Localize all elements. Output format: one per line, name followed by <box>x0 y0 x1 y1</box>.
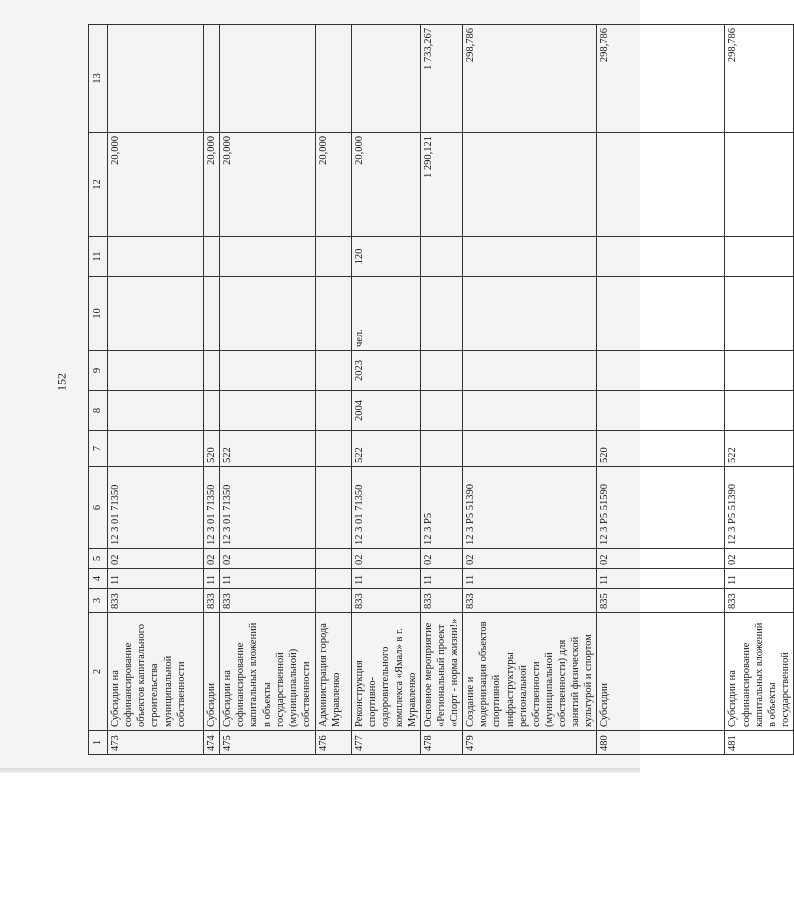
row-number-cell: 480 <box>597 731 725 755</box>
name-cell: Основное мероприятие «Региональный проект «Спорт - норма жизни!» <box>420 613 462 731</box>
row-number-cell: 474 <box>204 731 220 755</box>
unit-cell <box>463 277 597 351</box>
amount-2025-cell <box>220 25 316 133</box>
code-cell: 833 <box>204 589 220 613</box>
start-year-cell <box>220 391 316 431</box>
name-cell: Администрация города Муравленко <box>316 613 352 731</box>
header-cell: 9 <box>89 351 108 391</box>
header-row <box>89 25 108 755</box>
budget-table <box>88 24 794 755</box>
expense-type-cell: 520 <box>597 431 725 467</box>
section-cell: 11 <box>597 569 725 589</box>
rotated-table-wrapper <box>88 25 791 755</box>
start-year-cell <box>316 391 352 431</box>
subsection-cell: 02 <box>352 549 421 569</box>
code-cell: 833 <box>108 589 204 613</box>
target-article-cell: 12 3 P5 51390 <box>463 467 597 549</box>
end-year-cell <box>420 351 462 391</box>
section-cell <box>316 569 352 589</box>
section-cell: 11 <box>420 569 462 589</box>
target-article-cell: 12 3 P5 <box>420 467 462 549</box>
subsection-cell: 02 <box>220 549 316 569</box>
row-number-cell: 476 <box>316 731 352 755</box>
header-cell: 4 <box>89 569 108 589</box>
header-cell: 12 <box>89 133 108 237</box>
amount-2024-cell <box>463 133 597 237</box>
start-year-cell <box>597 391 725 431</box>
table-row <box>725 25 794 755</box>
name-cell: Реконструкция спортивно-оздоровительного комплекса «Ямал» в г. Муравленко <box>352 613 421 731</box>
name-cell: Субсидии на софинансирование капитальных вложений в объекты государственной (муниципальной) собственности <box>220 613 316 731</box>
table-row <box>204 25 220 755</box>
start-year-cell <box>463 391 597 431</box>
unit-cell <box>220 277 316 351</box>
start-year-cell: 2004 <box>352 391 421 431</box>
expense-type-cell: 522 <box>220 431 316 467</box>
row-number-cell: 481 <box>725 731 794 755</box>
page-number: 152 <box>54 373 69 391</box>
amount-2025-cell: 298,786 <box>463 25 597 133</box>
amount-2024-cell: 20,000 <box>220 133 316 237</box>
end-year-cell <box>463 351 597 391</box>
subsection-cell: 02 <box>420 549 462 569</box>
header-cell: 7 <box>89 431 108 467</box>
code-cell: 833 <box>463 589 597 613</box>
start-year-cell <box>204 391 220 431</box>
header-cell: 8 <box>89 391 108 431</box>
name-cell: Субсидии <box>597 613 725 731</box>
code-cell: 833 <box>420 589 462 613</box>
code-cell: 833 <box>220 589 316 613</box>
table-row <box>420 25 462 755</box>
code-cell: 835 <box>597 589 725 613</box>
target-article-cell: 12 3 01 71350 <box>204 467 220 549</box>
expense-type-cell: 522 <box>352 431 421 467</box>
capacity-cell <box>420 237 462 277</box>
subsection-cell <box>316 549 352 569</box>
header-cell: 10 <box>89 277 108 351</box>
header-cell: 11 <box>89 237 108 277</box>
capacity-cell <box>108 237 204 277</box>
amount-2024-cell: 20,000 <box>316 133 352 237</box>
section-cell: 11 <box>352 569 421 589</box>
header-cell: 13 <box>89 25 108 133</box>
unit-cell: чел. <box>352 277 421 351</box>
target-article-cell: 12 3 01 71350 <box>108 467 204 549</box>
row-number-cell: 478 <box>420 731 462 755</box>
table-body <box>89 25 794 755</box>
capacity-cell <box>220 237 316 277</box>
unit-cell <box>420 277 462 351</box>
amount-2025-cell: 298,786 <box>597 25 725 133</box>
scan-edge <box>0 768 640 773</box>
capacity-cell <box>725 237 794 277</box>
table-row <box>316 25 352 755</box>
section-cell: 11 <box>204 569 220 589</box>
subsection-cell: 02 <box>725 549 794 569</box>
name-cell: Субсидии на софинансирование объектов капитального строительства муниципальной собственности <box>108 613 204 731</box>
row-number-cell: 475 <box>220 731 316 755</box>
amount-2024-cell <box>725 133 794 237</box>
capacity-cell <box>463 237 597 277</box>
capacity-cell <box>316 237 352 277</box>
name-cell: Субсидии <box>204 613 220 731</box>
expense-type-cell <box>316 431 352 467</box>
amount-2024-cell: 20,000 <box>204 133 220 237</box>
amount-2025-cell: 298,786 <box>725 25 794 133</box>
amount-2024-cell <box>597 133 725 237</box>
end-year-cell <box>597 351 725 391</box>
row-number-cell: 477 <box>352 731 421 755</box>
table-row <box>463 25 597 755</box>
start-year-cell <box>420 391 462 431</box>
table-row <box>108 25 204 755</box>
end-year-cell <box>108 351 204 391</box>
expense-type-cell: 522 <box>725 431 794 467</box>
amount-2025-cell: 1 733,267 <box>420 25 462 133</box>
row-number-cell: 473 <box>108 731 204 755</box>
header-cell: 5 <box>89 549 108 569</box>
unit-cell <box>204 277 220 351</box>
expense-type-cell: 520 <box>204 431 220 467</box>
capacity-cell: 120 <box>352 237 421 277</box>
amount-2024-cell: 1 290,121 <box>420 133 462 237</box>
section-cell: 11 <box>725 569 794 589</box>
amount-2025-cell <box>352 25 421 133</box>
start-year-cell <box>108 391 204 431</box>
amount-2025-cell <box>204 25 220 133</box>
target-article-cell: 12 3 01 71350 <box>352 467 421 549</box>
name-cell: Субсидии на софинансирование капитальных вложений в объекты государственной <box>725 613 794 731</box>
target-article-cell: 12 3 01 71350 <box>220 467 316 549</box>
end-year-cell <box>725 351 794 391</box>
start-year-cell <box>725 391 794 431</box>
row-number-cell: 479 <box>463 731 597 755</box>
name-cell: Создание и модернизация объектов спортивной инфраструктуры региональной собственности (муниципальной собственности) для занятий физической культурой и спортом <box>463 613 597 731</box>
header-cell: 6 <box>89 467 108 549</box>
subsection-cell: 02 <box>463 549 597 569</box>
unit-cell <box>597 277 725 351</box>
subsection-cell: 02 <box>204 549 220 569</box>
amount-2025-cell <box>316 25 352 133</box>
amount-2024-cell: 20,000 <box>108 133 204 237</box>
end-year-cell <box>204 351 220 391</box>
unit-cell <box>725 277 794 351</box>
table-row <box>352 25 421 755</box>
code-cell: 833 <box>725 589 794 613</box>
unit-cell <box>316 277 352 351</box>
table-row <box>597 25 725 755</box>
end-year-cell <box>316 351 352 391</box>
expense-type-cell <box>108 431 204 467</box>
expense-type-cell <box>420 431 462 467</box>
section-cell: 11 <box>463 569 597 589</box>
code-cell <box>316 589 352 613</box>
section-cell: 11 <box>108 569 204 589</box>
subsection-cell: 02 <box>597 549 725 569</box>
unit-cell <box>108 277 204 351</box>
capacity-cell <box>204 237 220 277</box>
end-year-cell <box>220 351 316 391</box>
section-cell: 11 <box>220 569 316 589</box>
table-row <box>220 25 316 755</box>
target-article-cell: 12 3 P5 51390 <box>725 467 794 549</box>
amount-2024-cell: 20,000 <box>352 133 421 237</box>
expense-type-cell <box>463 431 597 467</box>
header-cell: 3 <box>89 589 108 613</box>
header-cell: 2 <box>89 613 108 731</box>
target-article-cell: 12 3 P5 51590 <box>597 467 725 549</box>
target-article-cell <box>316 467 352 549</box>
end-year-cell: 2023 <box>352 351 421 391</box>
amount-2025-cell <box>108 25 204 133</box>
code-cell: 833 <box>352 589 421 613</box>
subsection-cell: 02 <box>108 549 204 569</box>
header-cell: 1 <box>89 731 108 755</box>
capacity-cell <box>597 237 725 277</box>
